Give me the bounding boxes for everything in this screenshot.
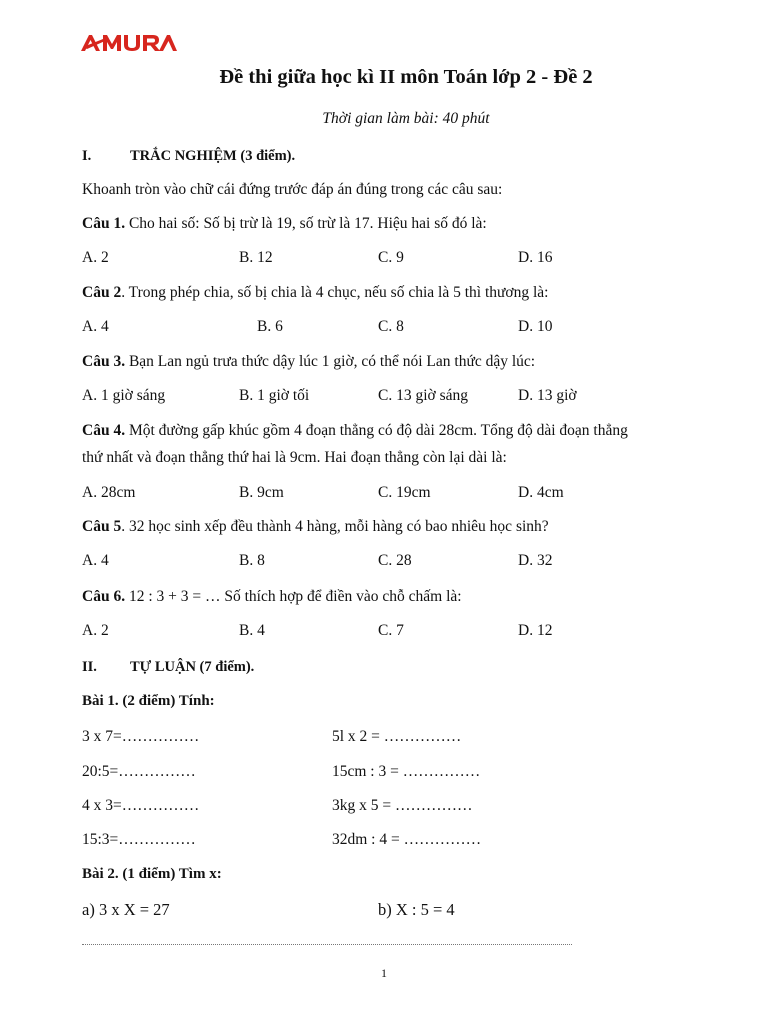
bai2-a: a) 3 x X = 27 [82,900,170,919]
option-b[interactable]: B. 4 [239,622,265,639]
question-6 [82,588,462,606]
option-c[interactable]: C. 8 [378,318,404,335]
question-2 [82,284,548,302]
question-label: Câu 3. [82,353,126,370]
question-label: Câu 4. [82,422,126,439]
bai2-title: Bài 2. (1 điểm) Tìm x: [82,866,222,882]
question-text: Bạn Lan ngủ trưa thức dậy lúc 1 giờ, có thể nói Lan thức dậy lúc: [125,353,536,370]
question-label: Câu 2 [82,284,122,301]
option-c[interactable]: C. 7 [378,622,404,639]
part1-number: I. [82,148,92,164]
question-5 [82,518,549,536]
part1-title: TRẮC NGHIỆM (3 điểm). [130,148,296,164]
exam-time: Thời gian làm bài: 40 phút [322,110,490,127]
option-d[interactable]: D. 4cm [518,484,564,501]
question-4-continued: thứ nhất và đoạn thẳng thứ hai là 9cm. Hai đoạn thẳng còn lại dài là: [82,449,507,466]
option-a[interactable]: A. 2 [82,622,109,639]
option-d[interactable]: D. 10 [518,318,553,335]
question-1 [82,215,487,233]
option-d[interactable]: D. 16 [518,249,553,266]
bai1-right-2: 15cm : 3 = …………… [332,763,481,780]
part2-title: TỰ LUẬN (7 điểm). [130,659,255,675]
option-d[interactable]: D. 32 [518,552,553,569]
bai1-right-3: 3kg x 5 = …………… [332,797,473,814]
page-number: 1 [381,966,387,980]
question-4 [82,422,628,440]
bai1-right-1: 5l x 2 = …………… [332,728,462,745]
option-b[interactable]: B. 1 giờ tối [239,387,310,404]
question-label: Câu 6. [82,588,126,605]
part1-instruction: Khoanh tròn vào chữ cái đứng trước đáp án đúng trong các câu sau: [82,181,503,198]
question-3 [82,353,535,371]
option-c[interactable]: C. 13 giờ sáng [378,387,469,404]
exam-title: Đề thi giữa học kì II môn Toán lớp 2 - Đề 2 [219,66,593,88]
question-label: Câu 5 [82,518,122,535]
option-a[interactable]: A. 28cm [82,484,136,501]
option-a[interactable]: A. 4 [82,552,109,569]
bai2-b: b) X : 5 = 4 [378,900,455,919]
option-c[interactable]: C. 19cm [378,484,431,501]
bai1-title: Bài 1. (2 điểm) Tính: [82,693,215,709]
bai1-left-3: 4 x 3=…………… [82,797,200,814]
option-c[interactable]: C. 28 [378,552,412,569]
option-a[interactable]: A. 1 giờ sáng [82,387,166,404]
option-a[interactable]: A. 4 [82,318,109,335]
option-d[interactable]: D. 13 giờ [518,387,577,404]
bai1-left-4: 15:3=…………… [82,831,196,848]
option-a[interactable]: A. 2 [82,249,109,266]
question-text: Một đường gấp khúc gồm 4 đoạn thẳng có độ dài 28cm. Tổng độ dài đoạn thẳng [125,422,628,439]
option-c[interactable]: C. 9 [378,249,404,266]
answer-dotted-line [82,936,572,945]
bai1-left-1: 3 x 7=…………… [82,728,200,745]
option-d[interactable]: D. 12 [518,622,553,639]
option-b[interactable]: B. 8 [239,552,265,569]
amura-logo [81,33,177,53]
question-text: . Trong phép chia, số bị chia là 4 chục, nếu số chia là 5 thì thương là: [121,284,549,301]
question-label: Câu 1. [82,215,126,232]
question-text: 12 : 3 + 3 = … Số thích hợp để điền vào chỗ chấm là: [125,588,462,605]
bai1-left-2: 20:5=…………… [82,763,196,780]
question-text: . 32 học sinh xếp đều thành 4 hàng, mỗi hàng có bao nhiêu học sinh? [121,518,549,535]
question-text: Cho hai số: Số bị trừ là 19, số trừ là 17. Hiệu hai số đó là: [125,215,487,232]
option-b[interactable]: B. 6 [257,318,283,335]
part2-number: II. [82,659,97,675]
bai1-right-4: 32dm : 4 = …………… [332,831,482,848]
option-b[interactable]: B. 12 [239,249,273,266]
option-b[interactable]: B. 9cm [239,484,284,501]
